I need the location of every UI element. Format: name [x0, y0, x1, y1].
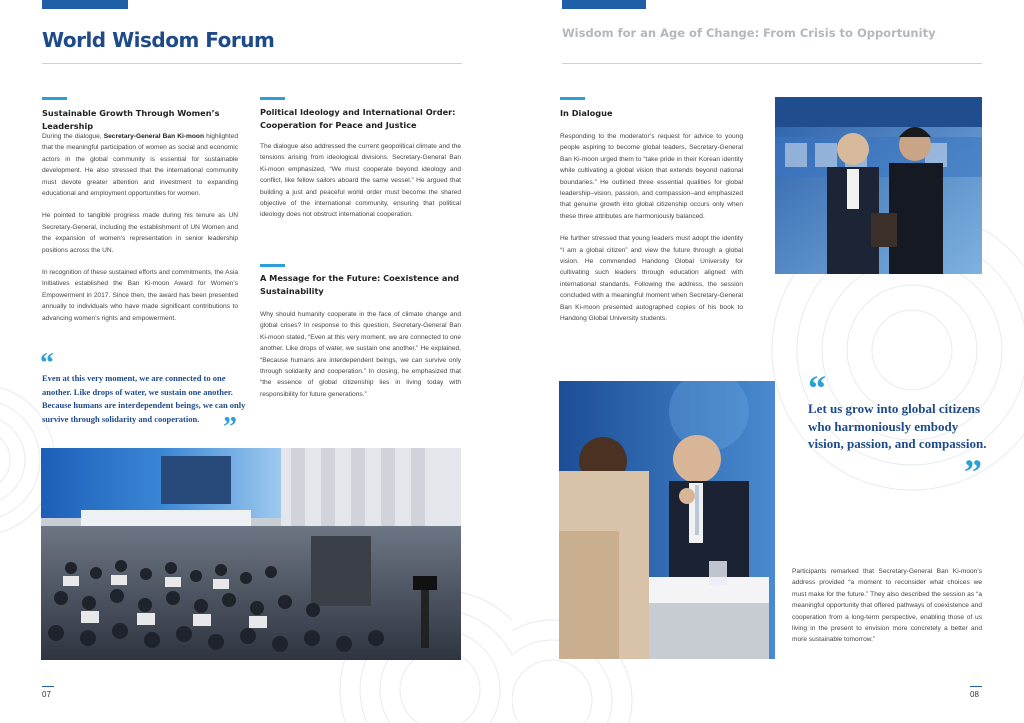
section-heading-message-future: A Message for the Future: Coexistence and Sustainability — [260, 273, 460, 296]
auditorium-photo — [41, 448, 461, 660]
section-body-political-ideology — [260, 141, 461, 232]
section-marker — [260, 264, 285, 267]
top-accent-bar — [562, 0, 646, 9]
paragraph: In recognition of these sustained efforts and commitments, the Asia Initiatives established the Ban Ki-moon Award for Women’s Empowerment in 2017. Since then, the award has been presented annually to individuals who have made significant contributions to advancing women’s rights and empowerment. — [42, 269, 238, 322]
header-rule — [42, 63, 462, 64]
top-accent-bar — [42, 0, 128, 9]
paragraph: During the dialogue, Secretary-General Ban Ki-moon highlighted that the meaningful participation of women as social and economic actors in the global community is essential for sustainable development. He also stressed that the international community must devote greater attention and investment to expanding educational and employment opportunities for women. — [42, 133, 238, 198]
paragraph: He pointed to tangible progress made during his tenure as UN Secretary-General, including the establishment of UN Women and the expansion of women’s representation in senior leadership positions across the UN. — [42, 212, 238, 254]
section-body-message-future — [260, 309, 461, 411]
paragraph: Why should humanity cooperate in the face of climate change and global crises? In response to this question, Secretary-General Ban Ki-moon stated, “Even at this very moment, we are connected to one another. Like drops of water, we sustain one another.” He explained, “Because humans are interdependent beings, we can survive only through solidarity and cooperation.” In closing, he emphasized that “the essence of global citizenship lies in living today with responsibility for future generations.” — [260, 311, 461, 398]
section-body-womens-leadership — [42, 131, 238, 335]
pull-quote-right: Let us grow into global citizens who harmoniously embody vision, passion, and compassion. — [808, 401, 987, 451]
section-heading-womens-leadership: Sustainable Growth Through Women’s Leadership — [42, 108, 220, 131]
section-heading-political-ideology: Political Ideology and International Order: Cooperation for Peace and Justice — [260, 107, 456, 130]
page-number-mark — [970, 686, 982, 687]
quote-open-mark: “ — [40, 348, 54, 379]
book-presentation-photo — [775, 97, 982, 274]
forum-title: World Wisdom Forum — [42, 28, 275, 52]
section-heading-in-dialogue: In Dialogue — [560, 108, 613, 118]
page-subtitle: Wisdom for an Age of Change: From Crisis to Opportunity — [562, 26, 936, 40]
section-marker — [560, 97, 585, 100]
closing-paragraph — [792, 566, 982, 657]
header-rule — [562, 63, 982, 64]
speaker-name: Secretary-General Ban Ki-moon — [103, 133, 204, 140]
page-number-left: 07 — [42, 690, 51, 699]
panel-dialogue-photo — [559, 381, 775, 659]
right-page — [512, 0, 1024, 723]
paragraph: Responding to the moderator’s request for advice to young people aspiring to become global leaders, Secretary-General Ban Ki-moon urged them to “take pride in their Korean identity while cultivating a global vision that extends beyond national boundaries.” He outlined three essential qualities for global leadership–vision, passion, and compassion–and emphasized that genuine growth into global citizenship occurs only when these three attributes are harmoniously balanced. — [560, 133, 743, 220]
pull-quote-left: Even at this very moment, we are connected to one another. Like drops of water, we sustain one another. Because humans are interdependent beings, we can only survive through solidarity and cooperation. — [42, 373, 246, 424]
quote-close-mark: ” — [964, 452, 982, 492]
page-number-mark — [42, 686, 54, 687]
quote-close-mark: ” — [223, 412, 237, 443]
quote-open-mark: “ — [808, 368, 826, 408]
paragraph: He further stressed that young leaders must adopt the identity “I am a global citizen” and view the future through a global vision. He commended Handong Global University for cultivating such leaders through education aligned with international standards. Following the address, the session concluded with a meaningful moment when Secretary-General Ban Ki-moon presented autographed copies of his book to Handong Global University students. — [560, 235, 743, 323]
paragraph: Participants remarked that Secretary-General Ban Ki-moon’s address provided “a moment to reconsider what choices we must make for the future.” They also described the session as “a meaningful opportunity that offered pathways of coexistence and cooperation from a long-term perspective, enabling those of us living in the present to envision more concretely a better and more sustainable tomorrow.” — [792, 568, 982, 644]
section-body-in-dialogue — [560, 131, 743, 336]
paragraph: The dialogue also addressed the current geopolitical climate and the tensions arising from ideological divisions. Secretary-General Ban Ki-moon emphasized, “We must cooperate beyond ideology and conflict, like fellow sailors aboard the same vessel.” He argued that building a just and peaceful world order must become the shared objective of the international community, ensuring that political ideology does not obstruct international cooperation. — [260, 143, 461, 219]
section-marker — [42, 97, 67, 100]
section-marker — [260, 97, 285, 100]
page-number-right: 08 — [970, 690, 979, 699]
